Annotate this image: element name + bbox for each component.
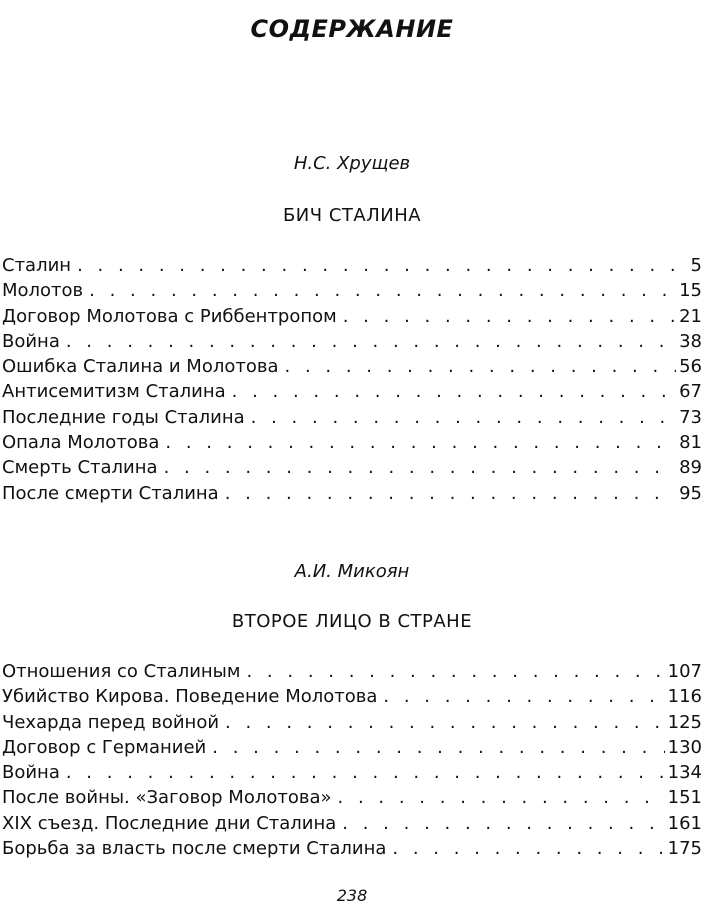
dot-leader <box>392 838 664 860</box>
toc-entry-title: Борьба за власть после смерти Сталина <box>2 838 387 860</box>
toc-entry-title: Сталин <box>2 255 72 276</box>
toc-entry-title: Смерть Сталина <box>2 457 158 479</box>
dot-leader <box>383 686 664 708</box>
dot-leader <box>285 356 677 378</box>
toc-entry-title: Договор Молотова с Риббентропом <box>2 305 337 327</box>
toc-entry-page: 134 <box>667 762 702 784</box>
section-title: ВТОРОЕ ЛИЦО В СТРАНЕ <box>231 611 473 632</box>
toc-entry-page: 151 <box>667 787 702 809</box>
toc-entry-title: После войны. «Заговор Молотова» <box>2 787 332 809</box>
toc-entry-title: Отношения со Сталиным <box>2 661 241 682</box>
toc-entry-title: После смерти Сталина <box>2 482 219 504</box>
toc-entry[interactable] <box>2 813 702 838</box>
toc-entry-title: Опала Молотова <box>2 432 160 454</box>
toc-entry-title: Война <box>2 762 60 784</box>
toc-entry-page: 107 <box>667 661 702 682</box>
toc-entry-title: Чехарда перед войной <box>2 711 220 733</box>
toc-entry-page: 21 <box>679 305 702 327</box>
dot-leader <box>66 762 665 784</box>
toc-entry[interactable] <box>2 356 702 381</box>
toc-entry[interactable] <box>2 457 702 482</box>
dot-leader <box>212 737 664 759</box>
toc-entry-page: 5 <box>690 255 702 276</box>
dot-leader <box>164 457 677 479</box>
toc-entry-title: Ошибка Сталина и Молотова <box>2 356 279 378</box>
toc-entry[interactable] <box>2 331 702 356</box>
toc-entry-page: 38 <box>679 330 702 352</box>
toc-entry-page: 161 <box>667 812 702 834</box>
dot-leader <box>225 712 665 734</box>
toc-list <box>2 661 702 863</box>
dot-leader <box>225 483 676 505</box>
toc-entry[interactable] <box>2 787 702 812</box>
toc-entry-title: Договор с Германией <box>2 736 207 758</box>
toc-entry[interactable] <box>2 737 702 762</box>
dot-leader <box>66 331 676 353</box>
toc-entry-title: Последние годы Сталина <box>2 406 245 428</box>
toc-entry-page: 130 <box>667 736 702 758</box>
page-number: 238 <box>336 886 368 905</box>
toc-entry[interactable] <box>2 712 702 737</box>
section-author: Н.С. Хрущев <box>293 153 411 174</box>
dot-leader <box>342 813 664 835</box>
toc-entry[interactable] <box>2 255 702 280</box>
dot-leader <box>165 432 676 454</box>
toc-entry-page: 175 <box>667 838 702 860</box>
toc-entry-title: Война <box>2 330 60 352</box>
toc-entry[interactable] <box>2 381 702 406</box>
toc-entry-page: 56 <box>679 356 702 378</box>
page-title: СОДЕРЖАНИЕ <box>250 15 454 44</box>
toc-entry[interactable] <box>2 432 702 457</box>
toc-entry[interactable] <box>2 407 702 432</box>
dot-leader <box>232 381 676 403</box>
toc-entry[interactable] <box>2 306 702 331</box>
toc-entry-page: 125 <box>667 711 702 733</box>
toc-entry[interactable] <box>2 838 702 863</box>
toc-entry[interactable] <box>2 483 702 508</box>
toc-entry[interactable] <box>2 661 702 686</box>
dot-leader <box>343 306 676 328</box>
toc-entry-page: 116 <box>667 686 702 708</box>
section-title: БИЧ СТАЛИНА <box>282 205 422 226</box>
dot-leader <box>338 787 665 809</box>
toc-entry-page: 15 <box>679 280 702 302</box>
dot-leader <box>77 255 687 277</box>
toc-entry-page: 73 <box>679 406 702 428</box>
dot-leader <box>246 661 664 683</box>
toc-entry-title: Молотов <box>2 280 84 302</box>
toc-entry-page: 95 <box>679 482 702 504</box>
toc-entry-page: 81 <box>679 432 702 454</box>
toc-entry-page: 89 <box>679 457 702 479</box>
toc-entry[interactable] <box>2 686 702 711</box>
toc-entry-title: Убийство Кирова. Поведение Молотова <box>2 686 378 708</box>
toc-list <box>2 255 702 508</box>
dot-leader <box>251 407 676 429</box>
dot-leader <box>89 280 676 302</box>
toc-entry-page: 67 <box>679 381 702 403</box>
toc-entry[interactable] <box>2 280 702 305</box>
toc-entry-title: Антисемитизм Сталина <box>2 381 226 403</box>
toc-entry[interactable] <box>2 762 702 787</box>
toc-entry-title: XIX съезд. Последние дни Сталина <box>2 812 337 834</box>
section-author: А.И. Микоян <box>294 561 410 582</box>
